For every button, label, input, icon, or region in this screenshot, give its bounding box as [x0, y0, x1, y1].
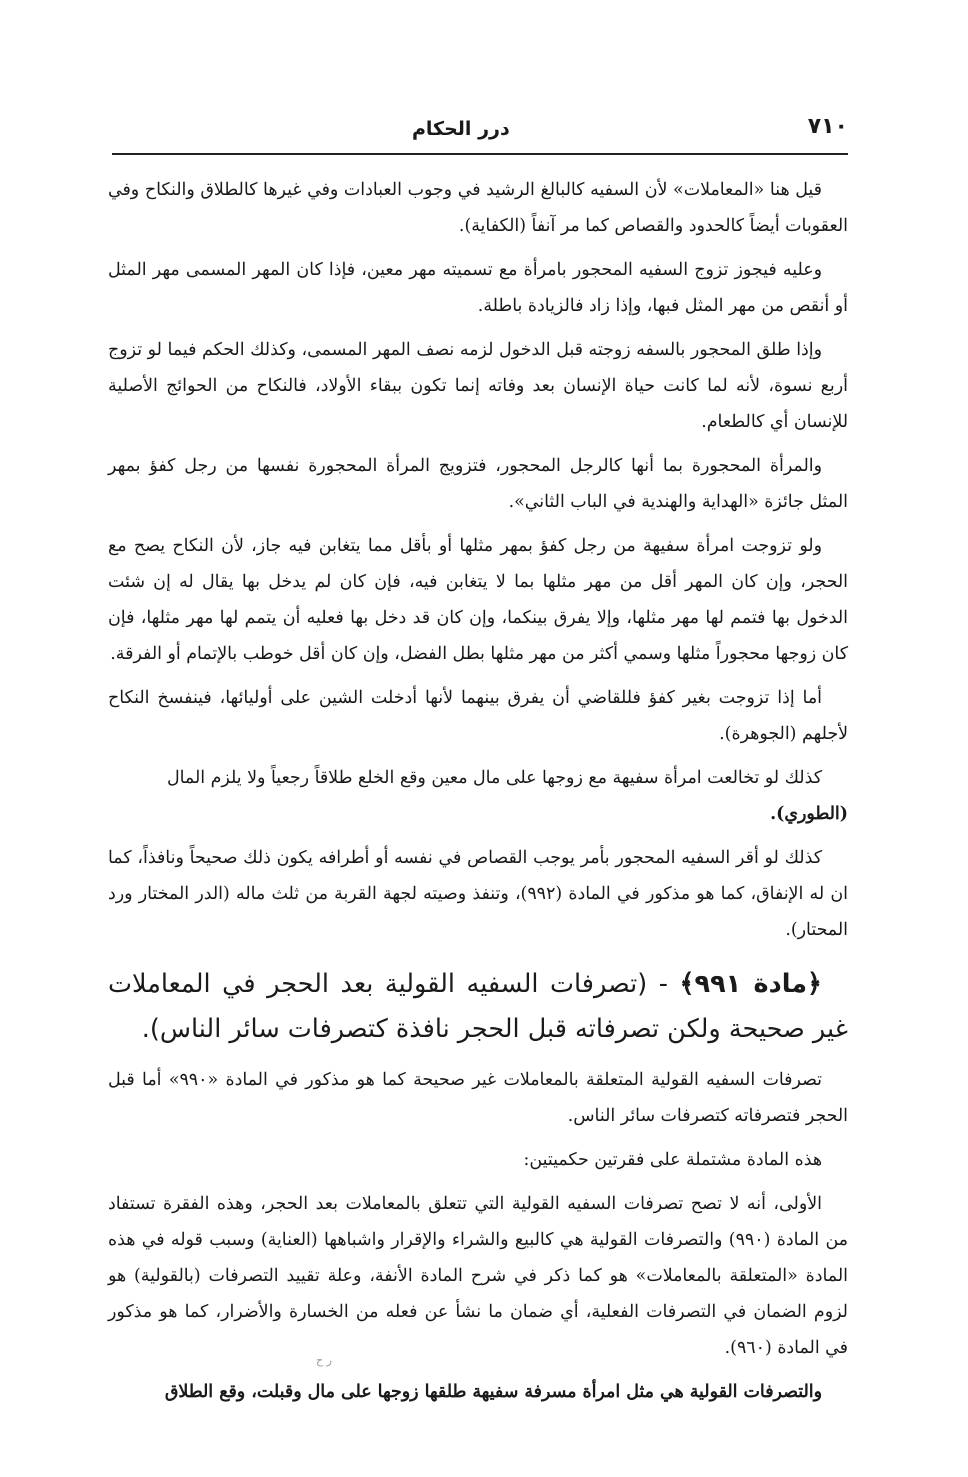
article-title: - (تصرفات السفيه القولية بعد الحجر في المعاملات غير صحيحة ولكن تصرفاته قبل الحجر نافذة كتصرفات سائر الناس).: [108, 969, 848, 1044]
page-header: [112, 112, 848, 148]
citation-line: (الطوري).: [770, 804, 848, 824]
paragraph: الأولى، أنه لا تصح تصرفات السفيه القولية التي تتعلق بالمعاملات بعد الحجر، وهذه الفقرة تستفاد من المادة (٩٩٠) والتصرفات القولية هي كالبيع والشراء والإقرار واشباهها (العناية) وسبب قوله في هذه المادة «المتعلقة بالمعاملات» هو كما ذكر في شرح المادة الأنفة، وعلة تقييد التصرفات (بالقولية) هو لزوم الضمان في التصرفات الفعلية، أي ضمان ما نشأ عن فعله من الخسارة والأضرار، كما هو مذكور في المادة (٩٦٠).: [108, 1194, 848, 1358]
paragraph: والتصرفات القولية هي مثل امرأة مسرفة سفيهة طلقها زوجها على مال وقبلت، وقع الطلاق: [164, 1382, 822, 1402]
paragraph: وإذا طلق المحجور بالسفه زوجته قبل الدخول لزمه نصف المهر المسمى، وكذلك الحكم فيما لو تزوج أربع نسوة، لأنه لما كانت حياة الإنسان بعد وفاته إنما تكون ببقاء الأولاد، فالنكاح من الحوائج الأصلية للإنسان أي كالطعام.: [108, 340, 848, 432]
body-text: [108, 172, 848, 1418]
paragraph: كذلك لو تخالعت امرأة سفيهة مع زوجها على مال معين وقع الخلع طلاقاً رجعياً ولا يلزم المال: [166, 768, 822, 788]
paragraph: كذلك لو أقر السفيه المحجور بأمر يوجب القصاص في نفسه أو أطرافه يكون ذلك صحيحاً ونافذاً، كما ان له الإنفاق، كما هو مذكور في المادة (٩٩٢)، وتنفذ وصيته لجهة القربة من ثلث ماله (الدر المختار ورد المحتار).: [108, 848, 848, 940]
paragraph: تصرفات السفيه القولية المتعلقة بالمعاملات غير صحيحة كما هو مذكور في المادة «٩٩٠» أما قبل الحجر فتصرفاته كتصرفات سائر الناس.: [108, 1070, 848, 1126]
article-label: ﴿مادة ٩٩١﴾: [679, 969, 822, 999]
paragraph: قيل هنا «المعاملات» لأن السفيه كالبالغ الرشيد في وجوب العبادات وفي غيرها كالطلاق والنكاح وفي العقوبات أيضاً كالحدود والقصاص كما مر آنفاً (الكفاية).: [108, 180, 848, 236]
footer-mark: ﺭ ﺡ: [316, 1354, 332, 1367]
header-rule: [112, 153, 848, 155]
paragraph: أما إذا تزوجت بغير كفؤ فللقاضي أن يفرق بينهما لأنها أدخلت الشين على أوليائها، فينفسخ النكاح لأجلهم (الجوهرة).: [108, 688, 848, 744]
article-heading: [108, 962, 848, 1052]
paragraph: ولو تزوجت امرأة سفيهة من رجل كفؤ بمهر مثلها أو بأقل مما يتغابن فيه جاز، لأن النكاح يصح مع الحجر، وإن كان المهر أقل من مهر مثلها بما لا يتغابن فيه، فإن كان لم يدخل بها يقال له إن شئت الدخول بها فتمم لها مهر مثلها، وإلا يفرق بينكما، وإن كان قد دخل بها فعليه أن يتمم لها مهر مثلها، فإن كان زوجها محجوراً مثلها وسمي أكثر من مهر مثلها بطل الفضل، وإن كان أقل خوطب بالإتمام أو الفرقة.: [108, 536, 848, 664]
running-title: درر الحكام: [412, 118, 510, 140]
paragraph: هذه المادة مشتملة على فقرتين حكميتين:: [523, 1150, 822, 1170]
page-number: ٧١٠: [807, 114, 848, 139]
paragraph: وعليه فيجوز تزوج السفيه المحجور بامرأة مع تسميته مهر معين، فإذا كان المهر المسمى مهر المثل أو أنقص من مهر المثل فبها، وإذا زاد فالزيادة باطلة.: [108, 260, 848, 316]
paragraph: والمرأة المحجورة بما أنها كالرجل المحجور، فتزويج المرأة المحجورة نفسها من رجل كفؤ بمهر المثل جائزة «الهداية والهندية في الباب الثاني».: [108, 456, 848, 512]
